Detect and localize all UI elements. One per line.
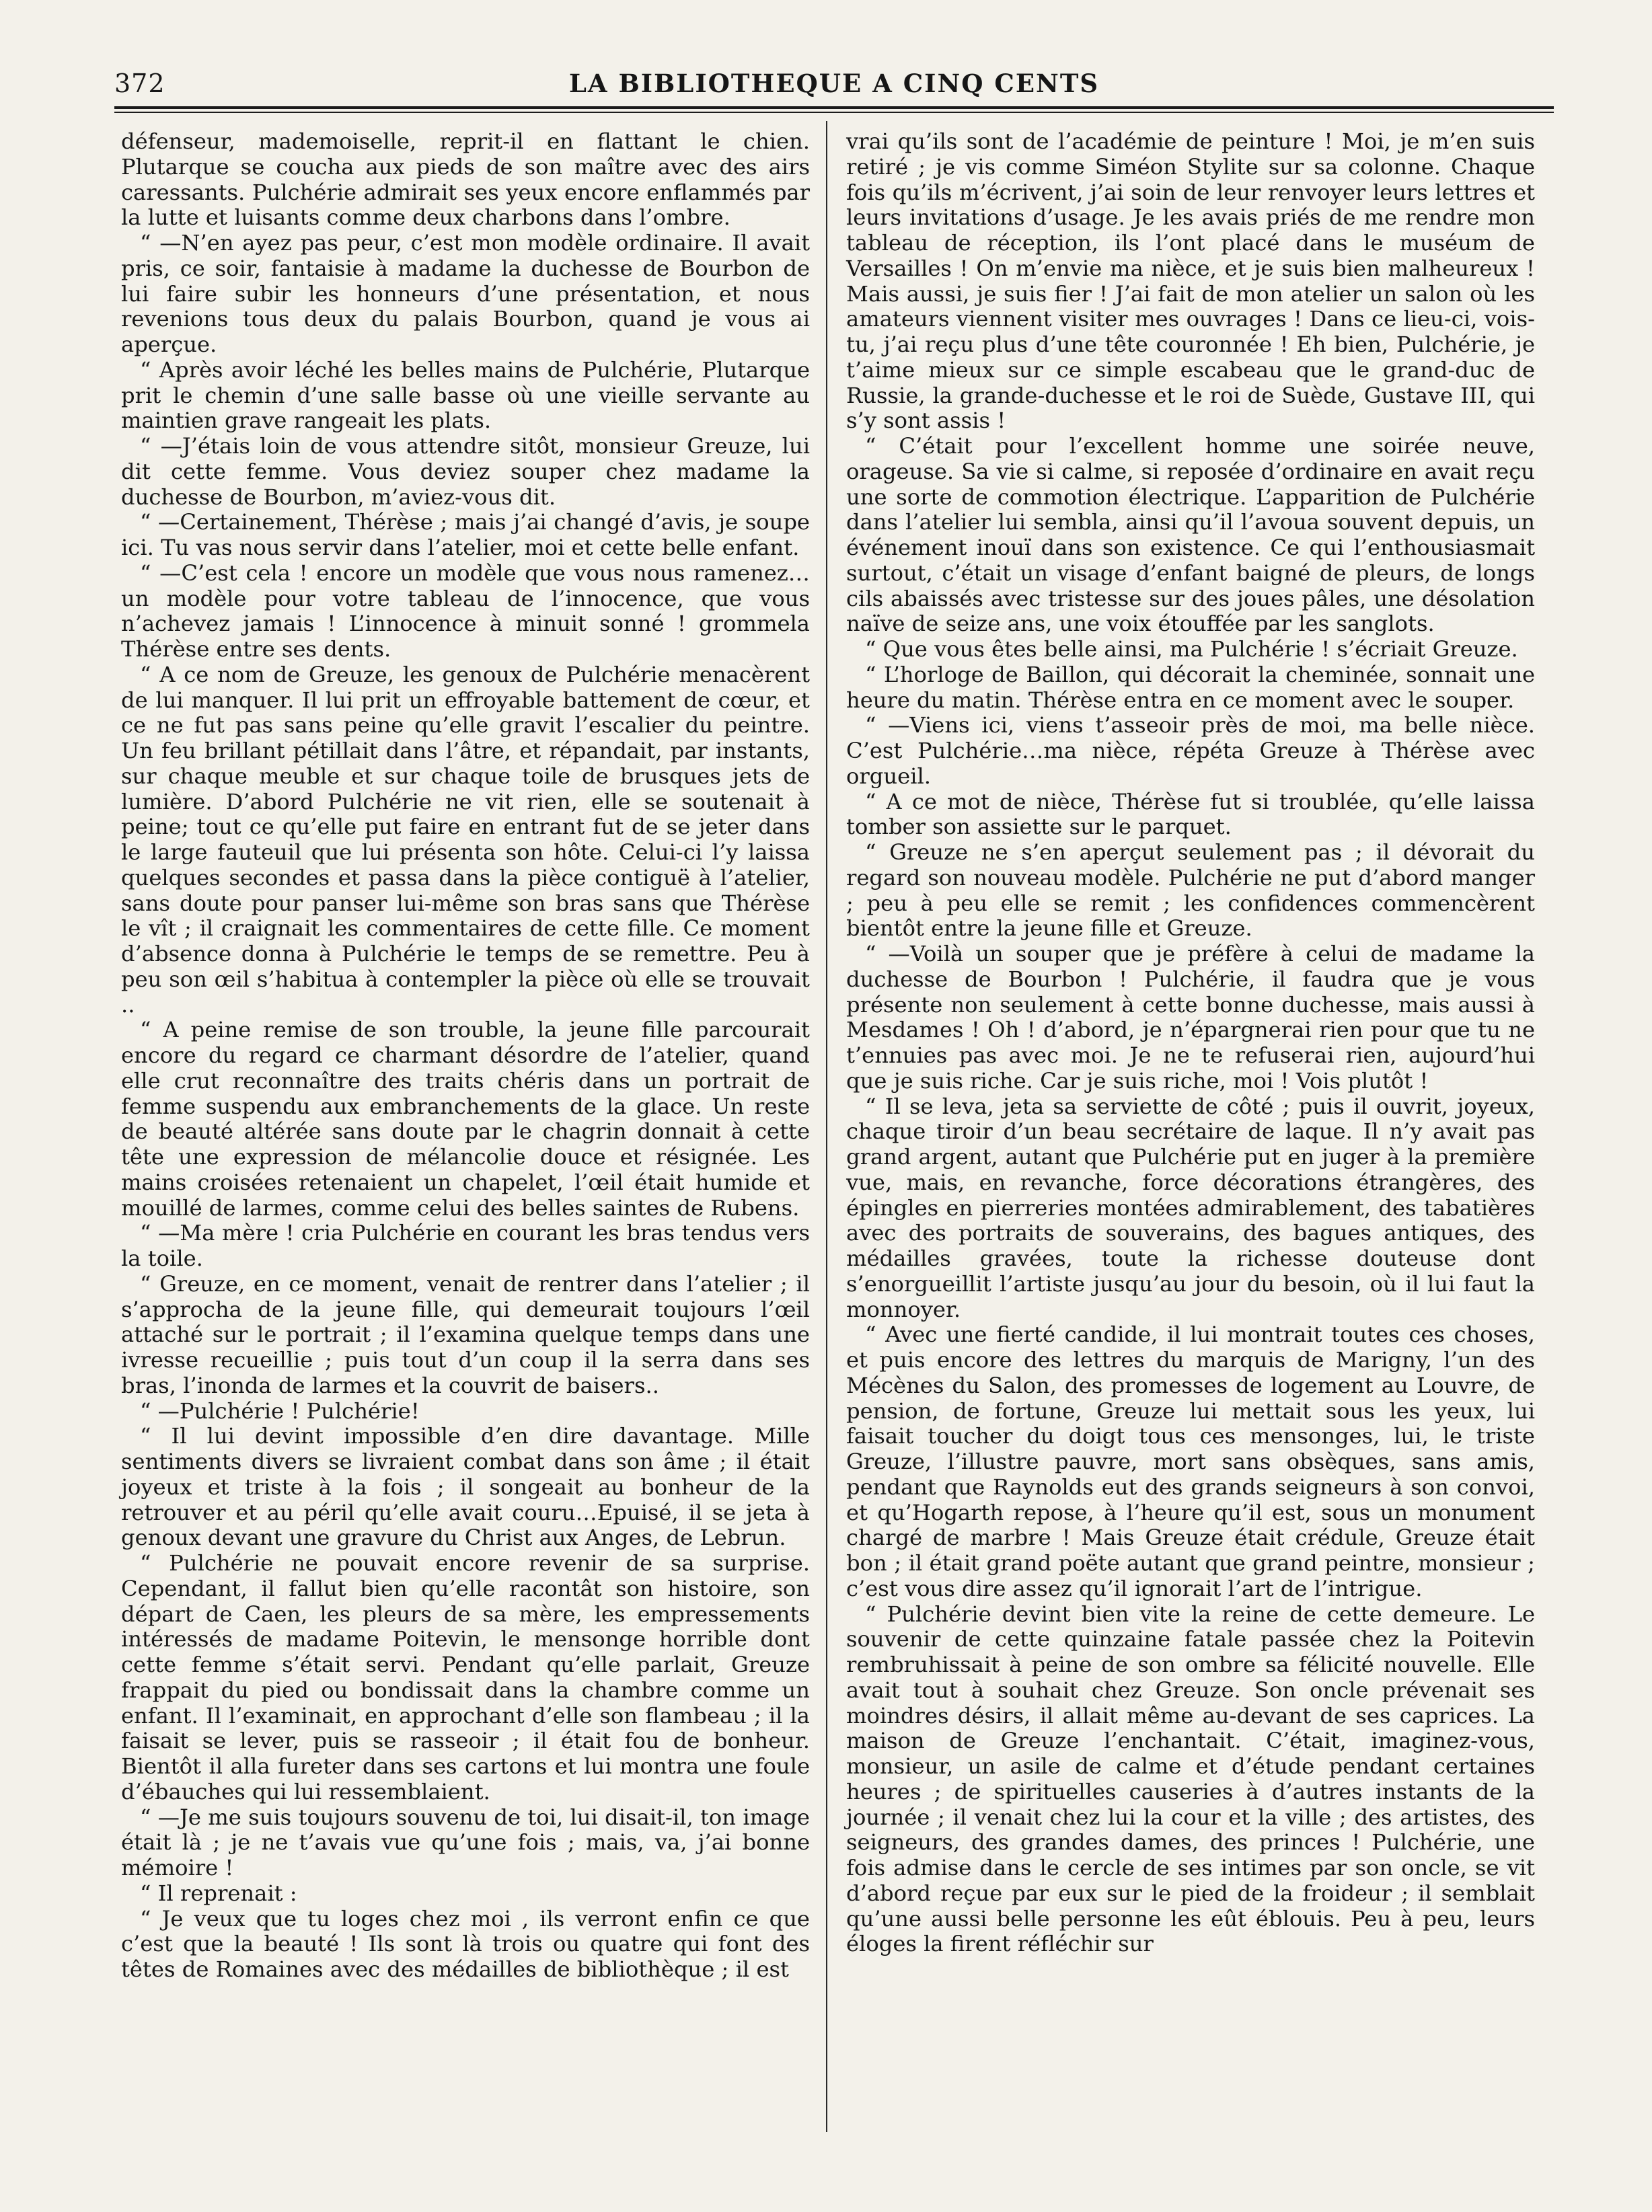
paragraph: “ —J’étais loin de vous attendre sitôt, monsieur Greuze, lui dit cette femme. Vous deviez souper chez madame la duchesse de Bourbon, m’aviez-vous dit.	[121, 433, 810, 510]
paragraph: “ Après avoir léché les belles mains de Pulchérie, Plutarque prit le chemin d’une salle basse où une vieille servante au maintien grave rangeait les plats.	[121, 356, 810, 434]
column-divider	[826, 121, 827, 2132]
paragraph: “ Greuze ne s’en aperçut seulement pas ; il dévorait du regard son nouveau modèle. Pulchérie ne put d’abord manger ; peu à peu elle se remit ; les confidences commencèrent bientôt entre la jeune fille et Greuze.	[846, 839, 1535, 942]
paragraph: “ —Viens ici, viens t’asseoir près de moi, ma belle nièce. C’est Pulchérie…ma nièce, répéta Greuze à Thérèse avec orgueil.	[846, 712, 1535, 789]
left-column	[121, 129, 810, 1983]
paragraph: défenseur, mademoiselle, reprit-il en flattant le chien. Plutarque se coucha aux pieds de son maître avec des airs caressants. Pulchérie admirait ses yeux encore enflammés par la lutte et luisants comme deux charbons dans l’ombre.	[121, 128, 810, 231]
paragraph: “ Pulchérie ne pouvait encore revenir de sa surprise. Cependant, il fallut bien qu’elle racontât son histoire, son départ de Caen, les pleurs de sa mère, les empressements intéressés de madame Poitevin, le mensonge horrible dont cette femme s’était servi. Pendant qu’elle parlait, Greuze frappait du pied ou bondissait dans la chambre comme un enfant. Il l’examinait, en approchant d’elle son flambeau ; il la faisait se lever, puis se rasseoir ; il était fou de bonheur. Bientôt il alla fureter dans ses cartons et lui montra une foule d’ébauches qui lui ressemblaient.	[121, 1550, 810, 1804]
paragraph: “ Je veux que tu loges chez moi , ils verront enfin ce que c’est que la beauté ! Ils sont là trois ou quatre qui font des têtes de Romaines avec des médailles de bibliothèque ; il est	[121, 1905, 810, 1982]
paragraph: “ A peine remise de son trouble, la jeune fille parcourait encore du regard ce charmant désordre de l’atelier, quand elle crut reconnaître des traits chéris dans un portrait de femme suspendu aux embranchements de la glace. Un reste de beauté altérée sans doute par le chagrin donnait à cette tête une expression de mélancolie douce et résignée. Les mains croisées retenaient un chapelet, l’œil était humide et mouillé de larmes, comme celui des belles saintes de Rubens.	[121, 1017, 810, 1221]
right-column	[846, 129, 1535, 1957]
paragraph: “ Greuze, en ce moment, venait de rentrer dans l’atelier ; il s’approcha de la jeune fille, qui demeurait toujours l’œil attaché sur le portrait ; il l’examina quelque temps dans une ivresse recueillie ; puis tout d’un coup il la serra dans ses bras, l’inonda de larmes et la couvrit de baisers..	[121, 1270, 810, 1398]
paragraph: “ —C’est cela ! encore un modèle que vous nous ramenez… un modèle pour votre tableau de l’innocence, que vous n’achevez jamais ! L’innocence à minuit sonné ! grommela Thérèse entre ses dents.	[121, 560, 810, 662]
paragraph: “ Avec une fierté candide, il lui montrait toutes ces choses, et puis encore des lettres du marquis de Marigny, l’un des Mécènes du Salon, des promesses de logement au Louvre, de pension, de fortune, Greuze lui mettait sous les yeux, lui faisait toucher du doigt tous ces mensonges, lui, le triste Greuze, l’illustre pauvre, mort sans obsèques, sans amis, pendant que Raynolds eut des grands seigneurs à son convoi, et qu’Hogarth repose, à l’heure qu’il est, sous un monument chargé de marbre ! Mais Greuze était crédule, Greuze était bon ; il était grand poëte autant que grand peintre, monsieur ; c’est vous dire assez qu’il ignorait l’art de l’intrigue.	[846, 1322, 1535, 1601]
paragraph: “ L’horloge de Baillon, qui décorait la cheminée, sonnait une heure du matin. Thérèse entra en ce moment avec le souper.	[846, 661, 1535, 713]
paragraph: “ —Voilà un souper que je préfère à celui de madame la duchesse de Bourbon ! Pulchérie, il faudra que je vous présente non seulement à cette bonne duchesse, mais aussi à Mesdames ! Oh ! d’abord, je n’épargnerai rien pour que tu ne t’ennuies pas avec moi. Je ne te refuserai rien, aujourd’hui que je suis riche. Car je suis riche, moi ! Vois plutôt !	[846, 941, 1535, 1094]
paragraph: “ —N’en ayez pas peur, c’est mon modèle ordinaire. Il avait pris, ce soir, fantaisie à madame la duchesse de Bourbon de lui faire subir les honneurs d’une présentation, et nous revenions tous deux du palais Bourbon, quand je vous ai aperçue.	[121, 230, 810, 357]
paragraph: “ Il se leva, jeta sa serviette de côté ; puis il ouvrit, joyeux, chaque tiroir d’un beau secrétaire de laque. Il n’y avait pas grand argent, autant que Pulchérie put en juger à la première vue, mais, en revanche, force décorations étrangères, des épingles en pierreries montées admirablement, des tabatières avec des portraits de souverains, des bagues antiques, des médailles gravées, toute la richesse douteuse dont s’enorgueillit l’artiste jusqu’au jour du besoin, où il lui faut la monnoyer.	[846, 1093, 1535, 1322]
page-number: 372	[114, 69, 165, 98]
paragraph: “ —Pulchérie ! Pulchérie!	[140, 1398, 420, 1424]
paragraph: “ —Ma mère ! cria Pulchérie en courant les bras tendus vers la toile.	[121, 1220, 810, 1271]
paragraph: “ —Je me suis toujours souvenu de toi, lui disait-il, ton image était là ; je ne t’avais vue qu’une fois ; mais, va, j’ai bonne mémoire !	[121, 1804, 810, 1880]
paragraph: vrai qu’ils sont de l’académie de peinture ! Moi, je m’en suis retiré ; je vis comme Siméon Stylite sur sa colonne. Chaque fois qu’ils m’écrivent, j’ai soin de leur renvoyer leurs lettres et leurs invitations d’usage. Je les avais priés de me rendre mon tableau de réception, ils l’ont placé dans le muséum de Versailles ! On m’envie ma nièce, et je suis bien malheureux ! Mais aussi, je suis fier ! J’ai fait de mon atelier un salon où les amateurs viennent visiter mes ouvrages ! Dans ce lieu-ci, vois-tu, j’ai reçu plus d’une tête couronnée ! Eh bien, Pulchérie, je t’aime mieux sur ce simple escabeau que le grand-duc de Russie, la grande-duchesse et le roi de Suède, Gustave III, qui s’y sont assis !	[846, 128, 1535, 434]
page-header	[114, 66, 1554, 104]
paragraph: “ A ce mot de nièce, Thérèse fut si troublée, qu’elle laissa tomber son assiette sur le parquet.	[846, 788, 1535, 840]
paragraph: “ C’était pour l’excellent homme une soirée neuve, orageuse. Sa vie si calme, si reposée d’ordinaire en avait reçu une sorte de commotion électrique. L’apparition de Pulchérie dans l’atelier lui sembla, ainsi qu’il l’avoua souvent depuis, un événement inouï dans son existence. Ce qui l’enthousiasmait surtout, c’était un visage d’enfant baigné de pleurs, de longs cils abaissés avec tristesse sur des joues pâles, une désolation naïve de seize ans, une voix étouffée par les sanglots.	[846, 433, 1535, 637]
header-rule-thin	[114, 112, 1554, 113]
paragraph: “ Que vous êtes belle ainsi, ma Pulchérie ! s’écriait Greuze.	[865, 636, 1518, 662]
header-rule	[114, 106, 1554, 109]
paragraph: “ Pulchérie devint bien vite la reine de cette demeure. Le souvenir de cette quinzaine fatale passée chez la Poitevin rembruhissait à peine de son ombre sa félicité nouvelle. Elle avait tout à souhait chez Greuze. Son oncle prévenait ses moindres désirs, il allait même au-devant de ses caprices. La maison de Greuze l’enchantait. C’était, imaginez-vous, monsieur, un asile de calme et d’étude pendant certaines heures ; de spirituelles causeries à d’autres instants de la journée ; il venait chez lui la cour et la ville ; des artistes, des seigneurs, des grandes dames, des princes ! Pulchérie, une fois admise dans le cercle de ses intimes par son oncle, se vit d’abord reçue par eux sur le pied de la froideur ; il semblait qu’une aussi belle personne les eût éblouis. Peu à peu, leurs éloges la firent réfléchir sur	[846, 1601, 1535, 1957]
paragraph: “ Il reprenait :	[140, 1880, 297, 1906]
paragraph: “ A ce nom de Greuze, les genoux de Pulchérie menacèrent de lui manquer. Il lui prit un effroyable battement de cœur, et ce ne fut pas sans peine qu’elle gravit l’escalier du peintre. Un feu brillant pétillait dans l’âtre, et répandait, par instants, sur chaque meuble et sur chaque toile de brusques jets de lumière. D’abord Pulchérie ne vit rien, elle se soutenait à peine; tout ce qu’elle put faire en entrant fut de se jeter dans le large fauteuil que lui présenta son hôte. Celui-ci l’y laissa quelques secondes et passa dans la pièce contiguë à l’atelier, sans doute pour panser lui-même son bras sans que Thérèse le vît ; il craignait les commentaires de cette fille. Ce moment d’absence donna à Pulchérie le temps de se remettre. Peu à peu son œil s’habitua à contempler la pièce où elle se trouvait ..	[121, 661, 810, 1018]
running-title: LA BIBLIOTHEQUE A CINQ CENTS	[568, 69, 1100, 98]
paragraph: “ —Certainement, Thérèse ; mais j’ai changé d’avis, je soupe ici. Tu vas nous servir dans l’atelier, moi et cette belle enfant.	[121, 509, 810, 560]
paragraph: “ Il lui devint impossible d’en dire davantage. Mille sentiments divers se livraient combat dans son âme ; il était joyeux et triste à la fois ; il songeait au bonheur de la retrouver et au péril qu’elle avait couru…Epuisé, il se jeta à genoux devant une gravure du Christ aux Anges, de Lebrun.	[121, 1423, 810, 1551]
